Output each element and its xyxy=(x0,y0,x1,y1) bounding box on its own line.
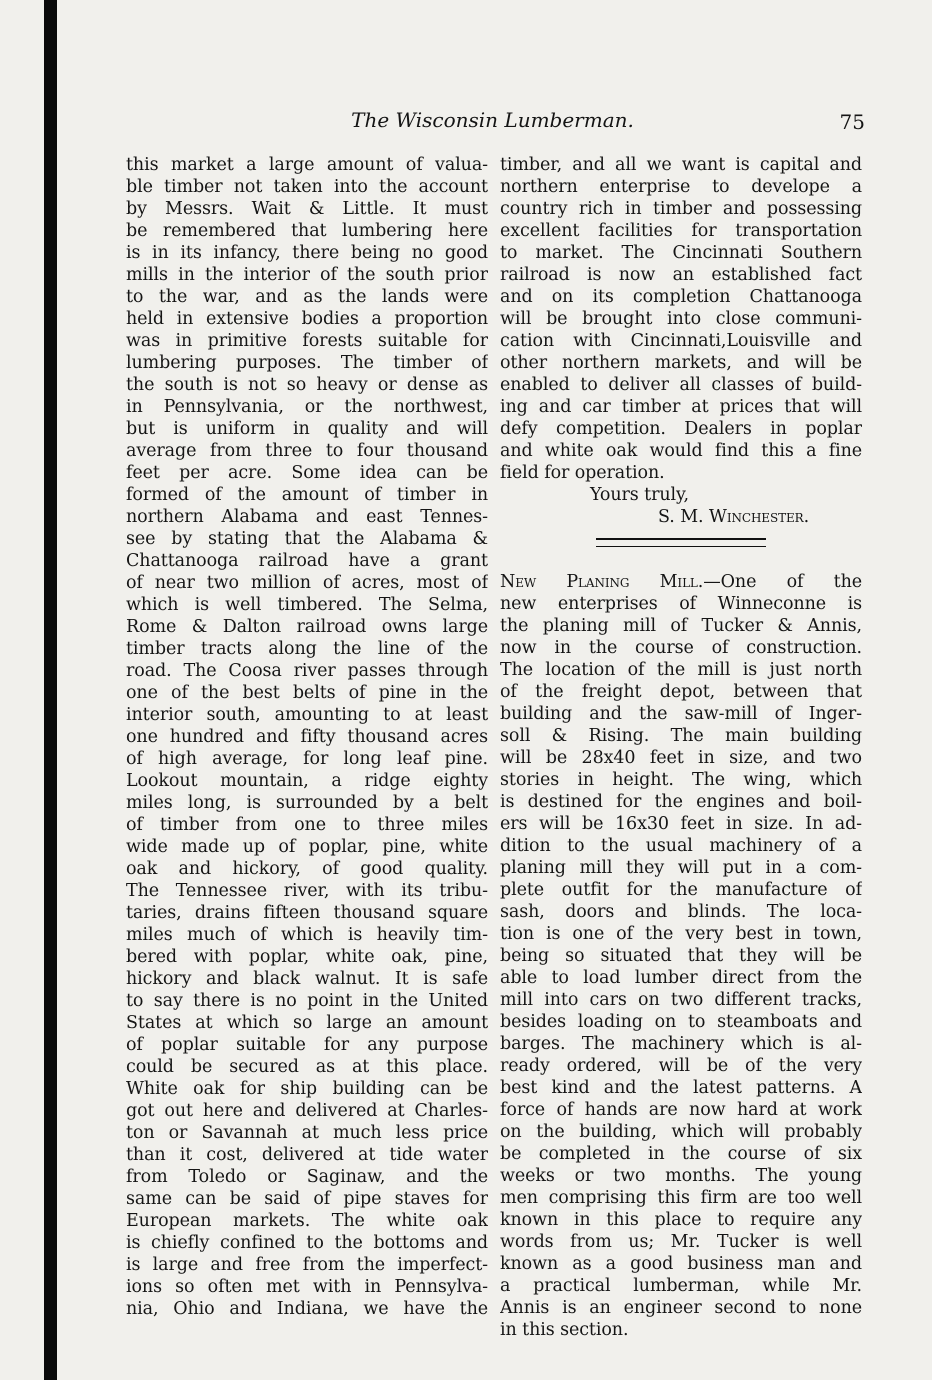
letter-line: will be brought into close communi- xyxy=(500,309,862,329)
left-column-line: one of the best belts of pine in the xyxy=(126,683,488,703)
article-line: new enterprises of Winneconne is xyxy=(500,594,862,614)
left-column-line: be remembered that lumbering here xyxy=(126,221,488,241)
left-column-line: road. The Coosa river passes through xyxy=(126,661,488,681)
left-column-line: to the war, and as the lands were xyxy=(126,287,488,307)
signature: S. M. Winchester. xyxy=(658,507,810,527)
left-column-line: feet per acre. Some idea can be xyxy=(126,463,488,483)
binding-edge xyxy=(44,0,57,1380)
left-column-line: was in primitive forests suitable for xyxy=(126,331,488,351)
letter-line: field for operation. xyxy=(500,463,665,483)
article-line: soll & Rising. The main building xyxy=(500,726,862,746)
left-column-line: of near two million of acres, most of xyxy=(126,573,488,593)
letter-line: cation with Cincinnati,Louisville and xyxy=(500,331,862,351)
left-column-line: European markets. The white oak xyxy=(126,1211,488,1231)
left-column-line: nia, Ohio and Indiana, we have the xyxy=(126,1299,488,1319)
article-line: able to load lumber direct from the xyxy=(500,968,862,988)
letter-line: northern enterprise to develope a xyxy=(500,177,862,197)
article-line: on the building, which will probably xyxy=(500,1122,862,1142)
left-column-line: to say there is no point in the United xyxy=(126,991,488,1011)
article-line: force of hands are now hard at work xyxy=(500,1100,862,1120)
left-column-line: miles long, is surrounded by a belt xyxy=(126,793,488,813)
left-column-line: The Tennessee river, with its tribu- xyxy=(126,881,488,901)
article-first-line-text: —One of the xyxy=(703,572,862,592)
article-line: ers will be 16x30 feet in size. In ad- xyxy=(500,814,862,834)
left-column-line: held in extensive bodies a proportion xyxy=(126,309,488,329)
left-column-line: see by stating that the Alabama & xyxy=(126,529,488,549)
article-line: weeks or two months. The young xyxy=(500,1166,862,1186)
left-column-line: interior south, amounting to at least xyxy=(126,705,488,725)
page-number: 75 xyxy=(839,110,865,134)
article-line: tion is one of the very best in town, xyxy=(500,924,862,944)
left-column-line: Lookout mountain, a ridge eighty xyxy=(126,771,488,791)
article-first-line xyxy=(500,571,862,593)
left-column-line: taries, drains fifteen thousand square xyxy=(126,903,488,923)
left-column-line: mills in the interior of the south prior xyxy=(126,265,488,285)
article-line: Annis is an engineer second to none xyxy=(500,1298,862,1318)
article-line: the planing mill of Tucker & Annis, xyxy=(500,616,862,636)
article-line: words from us; Mr. Tucker is well xyxy=(500,1232,862,1252)
left-column-line: but is uniform in quality and will xyxy=(126,419,488,439)
left-column-line: is in its infancy, there being no good xyxy=(126,243,488,263)
left-column-line: of high average, for long leaf pine. xyxy=(126,749,488,769)
article-line: of the freight depot, between that xyxy=(500,682,862,702)
letter-line: excellent facilities for transportation xyxy=(500,221,862,241)
article-line: dition to the usual machinery of a xyxy=(500,836,862,856)
left-column-line: than it cost, delivered at tide water xyxy=(126,1145,488,1165)
article-line: plete outfit for the manufacture of xyxy=(500,880,862,900)
left-column-line: could be secured as at this place. xyxy=(126,1057,488,1077)
article-line: be completed in the course of six xyxy=(500,1144,862,1164)
letter-line: ing and car timber at prices that will xyxy=(500,397,862,417)
left-column-line: one hundred and fifty thousand acres xyxy=(126,727,488,747)
article-line: building and the saw-mill of Inger- xyxy=(500,704,862,724)
letter-continuation xyxy=(500,154,862,484)
article-headline: New Planing Mill. xyxy=(500,572,704,592)
letter-line: country rich in timber and possessing xyxy=(500,199,862,219)
left-column-line: in Pennsylvania, or the northwest, xyxy=(126,397,488,417)
left-column-line: ions so often met with in Pennsylva- xyxy=(126,1277,488,1297)
left-column-line: Rome & Dalton railroad owns large xyxy=(126,617,488,637)
left-column-line: lumbering purposes. The timber of xyxy=(126,353,488,373)
article-line: ready ordered, will be of the very xyxy=(500,1056,862,1076)
article-line: The location of the mill is just north xyxy=(500,660,862,680)
left-column-line: the south is not so heavy or dense as xyxy=(126,375,488,395)
letter-line: defy competition. Dealers in poplar xyxy=(500,419,862,439)
article-line: will be 28x40 feet in size, and two xyxy=(500,748,862,768)
left-column-line: northern Alabama and east Tennes- xyxy=(126,507,488,527)
letter-line: timber, and all we want is capital and xyxy=(500,155,862,175)
left-column-line: Chattanooga railroad have a grant xyxy=(126,551,488,571)
left-column-line: same can be said of pipe staves for xyxy=(126,1189,488,1209)
article-line: stories in height. The wing, which xyxy=(500,770,862,790)
article-line: mill into cars on two different tracks, xyxy=(500,990,862,1010)
left-column-line: States at which so large an amount xyxy=(126,1013,488,1033)
left-column-line: wide made up of poplar, pine, white xyxy=(126,837,488,857)
letter-line: other northern markets, and will be xyxy=(500,353,862,373)
letter-line: railroad is now an established fact xyxy=(500,265,862,285)
article-line: sash, doors and blinds. The loca- xyxy=(500,902,862,922)
letter-line: enabled to deliver all classes of build- xyxy=(500,375,862,395)
left-column-line: hickory and black walnut. It is safe xyxy=(126,969,488,989)
article-line: barges. The machinery which is al- xyxy=(500,1034,862,1054)
running-title: The Wisconsin Lumberman. xyxy=(351,108,634,132)
article-line: besides loading on to steamboats and xyxy=(500,1012,862,1032)
left-column-line: White oak for ship building can be xyxy=(126,1079,488,1099)
left-column-line: miles much of which is heavily tim- xyxy=(126,925,488,945)
article-line: known in this place to require any xyxy=(500,1210,862,1230)
left-column-line: which is well timbered. The Selma, xyxy=(126,595,488,615)
letter-line: and on its completion Chattanooga xyxy=(500,287,862,307)
article-line: planing mill they will put in a com- xyxy=(500,858,862,878)
left-column-line: is large and free from the imperfect- xyxy=(126,1255,488,1275)
page-header xyxy=(120,108,865,138)
article-line: known as a good business man and xyxy=(500,1254,862,1274)
section-divider xyxy=(596,538,766,547)
left-column-line: average from three to four thousand xyxy=(126,441,488,461)
left-column-line: ton or Savannah at much less price xyxy=(126,1123,488,1143)
article-line: in this section. xyxy=(500,1320,629,1340)
article-line: best kind and the latest patterns. A xyxy=(500,1078,862,1098)
letter-line: to market. The Cincinnati Southern xyxy=(500,243,862,263)
article-line: men comprising this firm are too well xyxy=(500,1188,862,1208)
left-column-line: formed of the amount of timber in xyxy=(126,485,488,505)
left-column-line: oak and hickory, of good quality. xyxy=(126,859,488,879)
closing-salutation: Yours truly, xyxy=(590,485,689,505)
article-line: a practical lumberman, while Mr. xyxy=(500,1276,862,1296)
article-line: is destined for the engines and boil- xyxy=(500,792,862,812)
right-column xyxy=(500,154,862,1341)
left-column-line: by Messrs. Wait & Little. It must xyxy=(126,199,488,219)
left-column-line: timber tracts along the line of the xyxy=(126,639,488,659)
left-column-line: bered with poplar, white oak, pine, xyxy=(126,947,488,967)
article-body xyxy=(500,593,862,1341)
left-column xyxy=(126,154,488,1320)
article-line: now in the course of construction. xyxy=(500,638,862,658)
letter-line: and white oak would find this a fine xyxy=(500,441,862,461)
left-column-line: this market a large amount of valua- xyxy=(126,155,488,175)
left-column-line: got out here and delivered at Charles- xyxy=(126,1101,488,1121)
left-column-line: of poplar suitable for any purpose xyxy=(126,1035,488,1055)
left-column-line: ble timber not taken into the account xyxy=(126,177,488,197)
article-line: being so situated that they will be xyxy=(500,946,862,966)
left-column-line: is chiefly confined to the bottoms and xyxy=(126,1233,488,1253)
left-column-line: from Toledo or Saginaw, and the xyxy=(126,1167,488,1187)
left-column-line: of timber from one to three miles xyxy=(126,815,488,835)
